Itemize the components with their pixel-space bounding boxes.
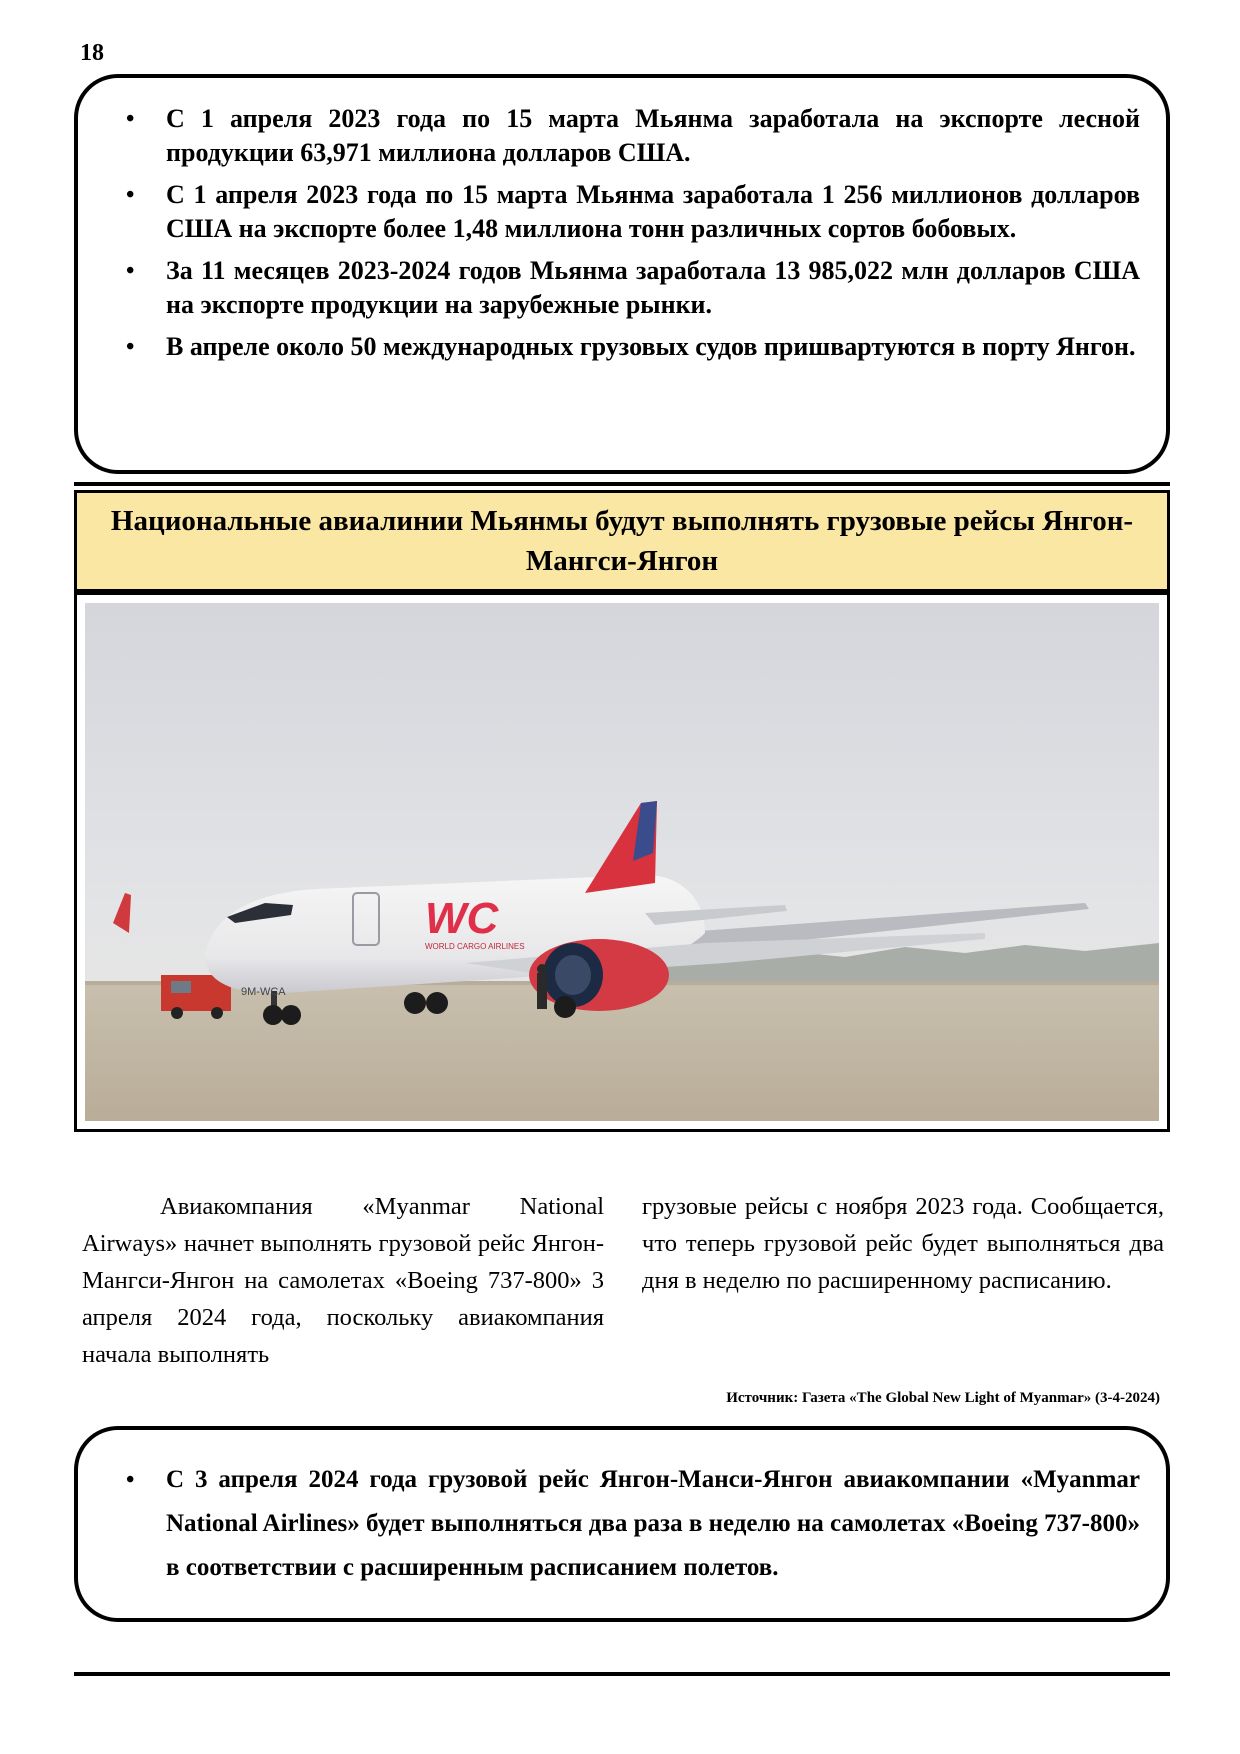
divider-rule [74,1672,1170,1676]
airplane-photo-illustration [85,603,1159,1121]
summary-bullet: • С 3 апреля 2024 года грузовой рейс Янгон-Манси-Янгон авиакомпании «Myanmar National Airlines» будет выполняться два раза в неделю на самолетах «Boeing 737-800» в соответствии с расширенным расписанием полетов. [104,1458,1140,1590]
article-headline: Национальные авиалинии Мьянмы будут выполнять грузовые рейсы Янгон-Мангси-Янгон [110,505,1134,577]
cargo-airplane-illustration [85,603,1159,1121]
divider-rule [74,482,1170,486]
summary-bullet: • С 1 апреля 2023 года по 15 марта Мьянма заработала на экспорте лесной продукции 63,971 миллиона долларов США. [104,102,1140,170]
summary-box-bottom [74,1426,1170,1622]
summary-box-top [74,74,1170,474]
summary-bullet: • В апреле около 50 международных грузовых судов пришвартуются в порту Янгон. [104,330,1140,364]
article-body-left: Авиакомпания «Myanmar National Airways» начнет выполнять грузовой рейс Янгон-Мангси-Янгон на самолетах «Boeing 737-800» 3 апреля 2024 года, поскольку авиакомпания начала выполнять [82,1193,604,1368]
article-body-right: грузовые рейсы с ноября 2023 года. Сообщается, что теперь грузовой рейс будет выполняться два дня в неделю по расширенному расписанию. [642,1193,1164,1294]
livery-logo: WC [425,894,499,943]
summary-list [104,102,1140,364]
article-photo [74,592,1170,1132]
livery-text: WORLD CARGO AIRLINES [425,942,525,951]
page-number: 18 [80,40,104,66]
summary-bullet: • За 11 месяцев 2023-2024 годов Мьянма заработала 13 985,022 млн долларов США на экспорте продукции на зарубежные рынки. [104,254,1140,322]
article-source: Источник: Газета «The Global New Light of Myanmar» (3-4-2024) [726,1390,1160,1406]
summary-bullet: • С 1 апреля 2023 года по 15 марта Мьянма заработала 1 256 миллионов долларов США на экспорте более 1,48 миллиона тонн различных сортов бобовых. [104,178,1140,246]
article-headline-bar [74,490,1170,592]
summary-list [104,1458,1140,1590]
aircraft-registration: 9M-WCA [241,986,286,998]
